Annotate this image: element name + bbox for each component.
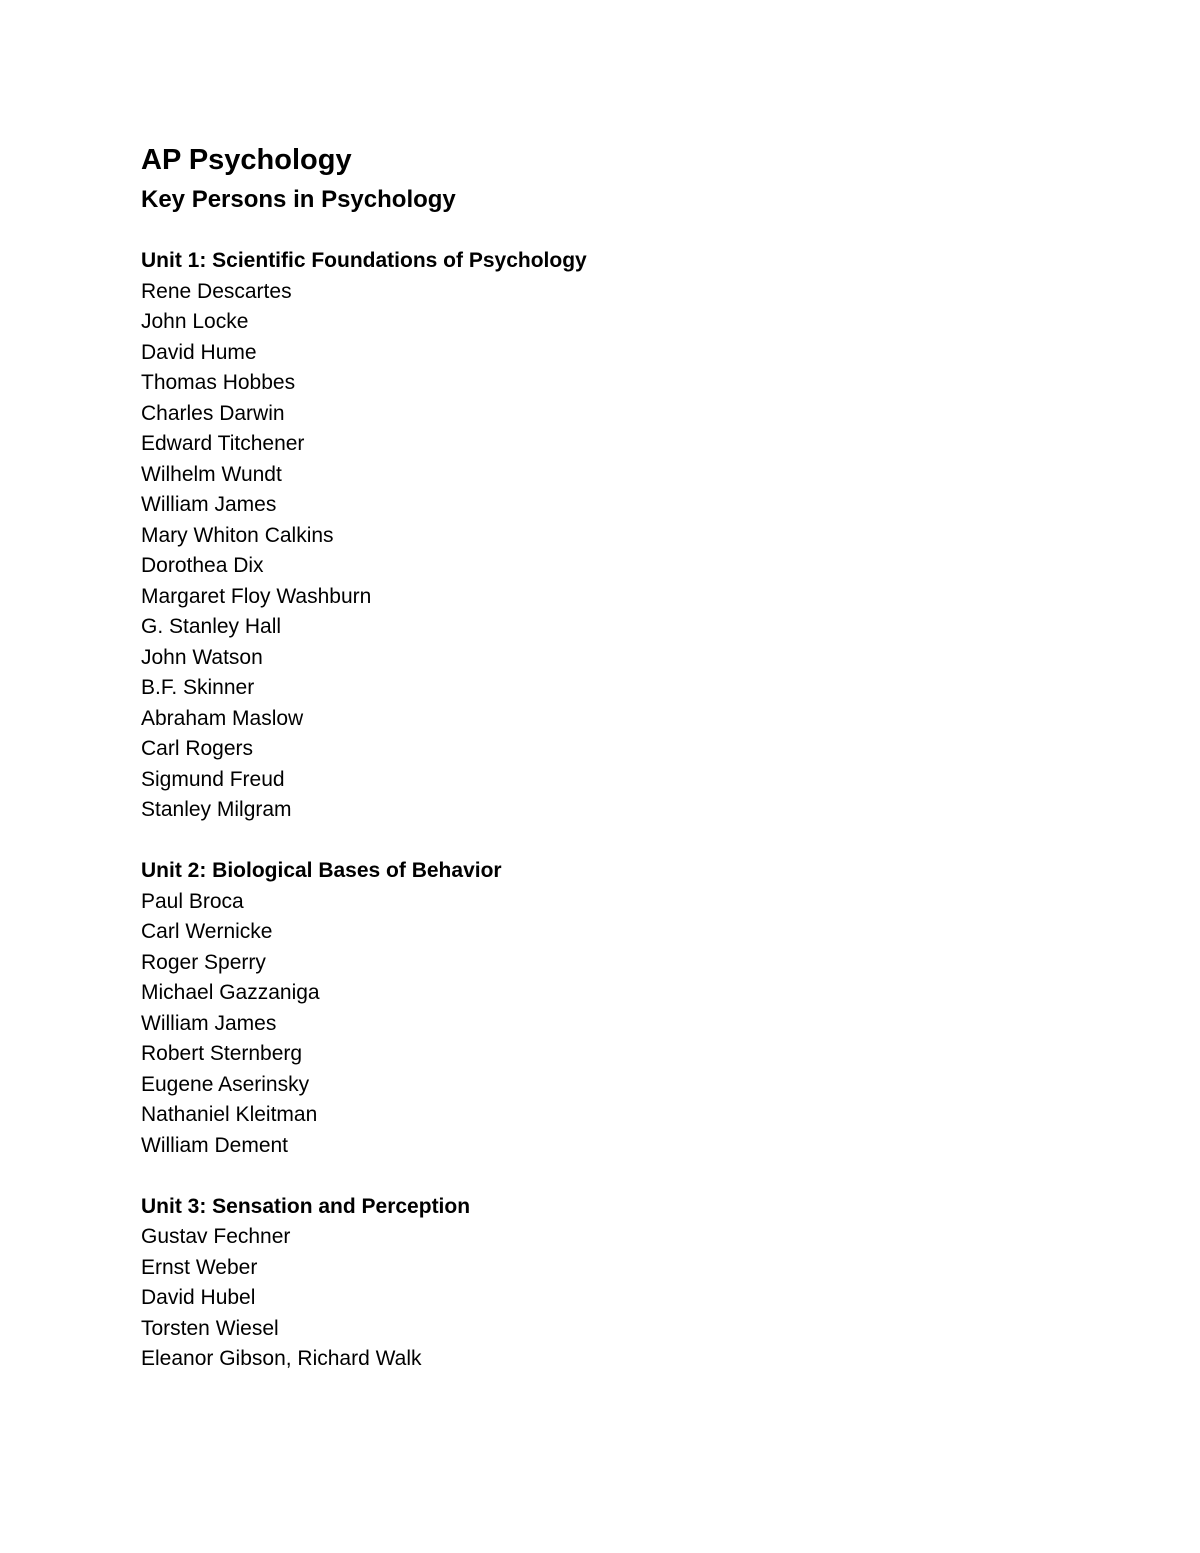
section-heading: Unit 1: Scientific Foundations of Psychology: [141, 249, 587, 272]
person-item: Gustav Fechner: [141, 1225, 291, 1248]
person-item: David Hume: [141, 340, 257, 364]
person-item: Charles Darwin: [141, 401, 285, 425]
person-list: [141, 1222, 1041, 1375]
person-item: Nathaniel Kleitman: [141, 1103, 318, 1126]
person-item: William James: [141, 1011, 277, 1035]
person-item: Dorothea Dix: [141, 554, 264, 577]
person-item: Carl Wernicke: [141, 920, 273, 943]
person-item: Paul Broca: [141, 889, 244, 913]
person-item: Ernst Weber: [141, 1255, 258, 1279]
person-item: G. Stanley Hall: [141, 615, 282, 638]
person-item: Thomas Hobbes: [141, 371, 296, 394]
person-item: Mary Whiton Calkins: [141, 523, 334, 547]
person-list: [141, 277, 1041, 826]
person-item: William Dement: [141, 1133, 289, 1157]
person-item: Robert Sternberg: [141, 1042, 303, 1065]
section-unit-3: [141, 1192, 1041, 1375]
section-unit-1: [141, 246, 1041, 826]
document-subtitle: Key Persons in Psychology: [141, 186, 456, 213]
person-item: Michael Gazzaniga: [141, 981, 320, 1004]
person-item: Wilhelm Wundt: [141, 462, 282, 486]
section-unit-2: [141, 856, 1041, 1161]
person-item: Edward Titchener: [141, 432, 305, 455]
person-item: Rene Descartes: [141, 279, 292, 303]
person-item: David Hubel: [141, 1286, 256, 1309]
person-list: [141, 887, 1041, 1162]
person-item: Margaret Floy Washburn: [141, 584, 372, 608]
person-item: Sigmund Freud: [141, 767, 285, 791]
document-content: [141, 140, 1041, 1405]
section-heading: Unit 2: Biological Bases of Behavior: [141, 859, 502, 882]
person-item: Stanley Milgram: [141, 798, 292, 821]
section-heading: Unit 3: Sensation and Perception: [141, 1194, 471, 1218]
person-item: Abraham Maslow: [141, 706, 304, 730]
person-item: Torsten Wiesel: [141, 1316, 279, 1340]
person-item: Roger Sperry: [141, 950, 266, 974]
person-item: B.F. Skinner: [141, 676, 255, 699]
person-item: John Watson: [141, 645, 263, 669]
document-title: AP Psychology: [141, 144, 352, 176]
person-item: Carl Rogers: [141, 737, 254, 760]
person-item: Eleanor Gibson, Richard Walk: [141, 1347, 422, 1370]
person-item: John Locke: [141, 310, 249, 333]
person-item: William James: [141, 493, 277, 516]
person-item: Eugene Aserinsky: [141, 1072, 310, 1096]
